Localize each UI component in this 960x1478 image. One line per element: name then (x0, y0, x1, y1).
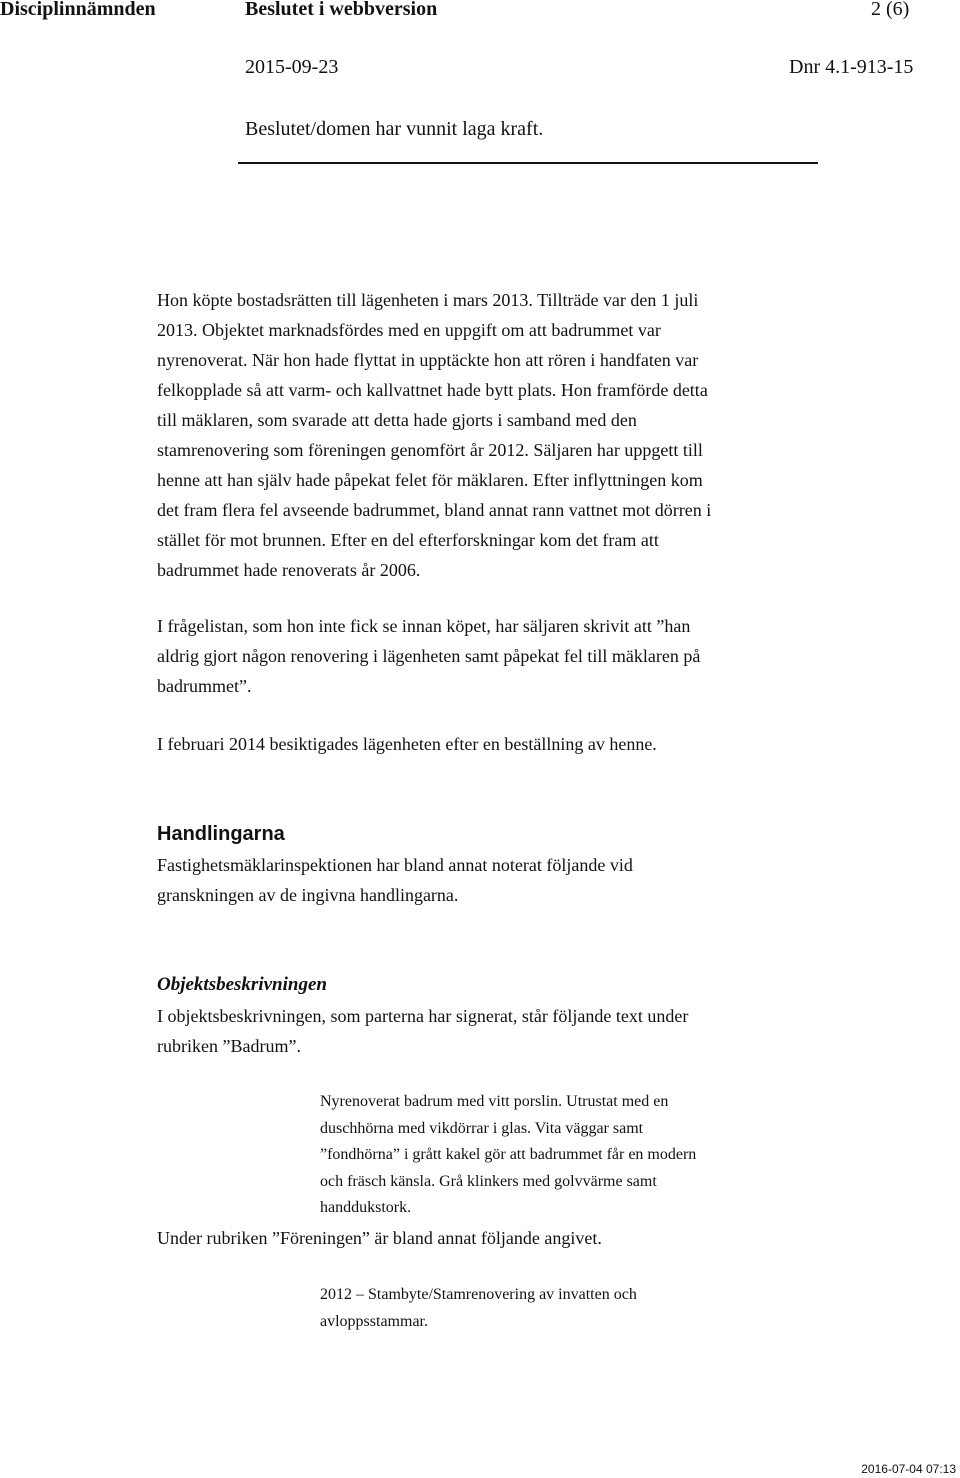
header-org: Disciplinnämnden (0, 0, 156, 20)
quote-line: handdukstork. (320, 1199, 412, 1216)
header-rule (238, 162, 818, 164)
text-line: nyrenoverat. När hon hade flyttat in upptäckte hon att rören i handfaten var (157, 350, 699, 370)
text-line: granskningen av de ingivna handlingarna. (157, 885, 459, 905)
quote-line: Nyrenoverat badrum med vitt porslin. Utrustat med en (320, 1093, 669, 1110)
text-line: Under rubriken ”Föreningen” är bland annat följande angivet. (157, 1228, 602, 1248)
section-heading-handlingarna: Handlingarna (157, 823, 285, 845)
paragraph-4 (157, 850, 633, 910)
quote-line: duschhörna med vikdörrar i glas. Vita väggar samt (320, 1119, 644, 1137)
header-dnr: Dnr 4.1-913-15 (789, 56, 914, 78)
paragraph-6 (157, 1223, 602, 1253)
header-date: 2015-09-23 (245, 56, 339, 78)
quote-line: 2012 – Stambyte/Stamrenovering av invatten och (320, 1286, 637, 1303)
text-line: I objektsbeskrivningen, som parterna har signerat, står följande text under (157, 1006, 689, 1026)
quote-line: avloppsstammar. (320, 1312, 428, 1330)
section-heading-objektsbeskrivningen: Objektsbeskrivningen (157, 974, 327, 995)
text-line: I frågelistan, som hon inte fick se innan köpet, har säljaren skrivit att ”han (157, 616, 691, 636)
page-number: 2 (6) (871, 0, 910, 20)
paragraph-2 (157, 611, 700, 701)
text-line: henne att han själv hade påpekat felet för mäklaren. Efter inflyttningen kom (157, 470, 703, 490)
quote-line: ”fondhörna” i grått kakel gör att badrummet får en modern (320, 1146, 697, 1163)
text-line: stället för mot brunnen. Efter en del efterforskningar kom det fram att (157, 530, 659, 550)
text-line: badrummet”. (157, 676, 252, 696)
header-status: Beslutet/domen har vunnit laga kraft. (245, 118, 544, 140)
block-quote-foreningen (320, 1282, 637, 1335)
text-line: till mäklaren, som svarade att detta hade gjorts i samband med den (157, 410, 637, 430)
paragraph-5 (157, 1001, 688, 1061)
block-quote-badrum (320, 1089, 696, 1222)
text-line: aldrig gjort någon renovering i lägenheten samt påpekat fel till mäklaren på (157, 646, 701, 666)
footer-timestamp: 2016-07-04 07:13 (861, 1462, 956, 1476)
text-line: felkopplade så att varm- och kallvattnet hade bytt plats. Hon framförde detta (157, 380, 708, 400)
text-line: I februari 2014 besiktigades lägenheten efter en beställning av henne. (157, 734, 657, 754)
text-line: badrummet hade renoverats år 2006. (157, 560, 421, 580)
text-line: Hon köpte bostadsrätten till lägenheten i mars 2013. Tillträde var den 1 juli (157, 290, 699, 310)
quote-line: och fräsch känsla. Grå klinkers med golvvärme samt (320, 1172, 657, 1190)
paragraph-3 (157, 729, 657, 759)
text-line: Fastighetsmäklarinspektionen har bland annat noterat följande vid (157, 855, 633, 875)
header-doc-type: Beslutet i webbversion (245, 0, 438, 20)
paragraph-1 (157, 285, 711, 585)
text-line: rubriken ”Badrum”. (157, 1036, 301, 1056)
text-line: det fram flera fel avseende badrummet, bland annat rann vattnet mot dörren i (157, 500, 712, 520)
text-line: stamrenovering som föreningen genomfört år 2012. Säljaren har uppgett till (157, 440, 703, 460)
text-line: 2013. Objektet marknadsfördes med en uppgift om att badrummet var (157, 320, 661, 340)
